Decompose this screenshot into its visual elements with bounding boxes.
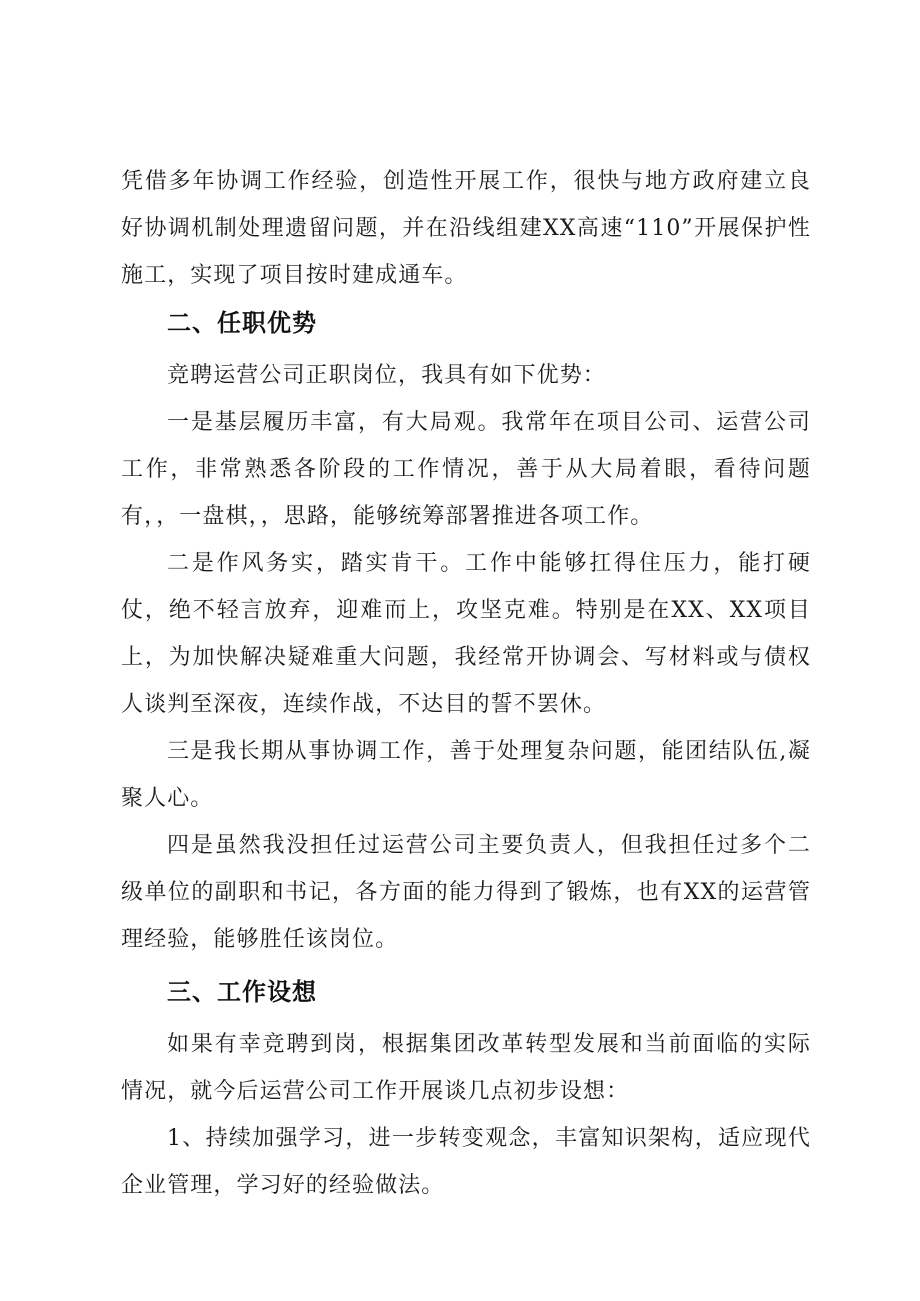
advantage-point-4: 四是虽然我没担任过运营公司主要负责人，但我担任过多个二级单位的副职和书记，各方面的能力得到了锻炼，也有XX的运营管理经验，能够胜任该岗位。 <box>121 833 811 952</box>
advantage-point-3: 三是我长期从事协调工作，善于处理复杂问题，能团结队伍,凝聚人心。 <box>121 739 811 811</box>
section-lead-work-plan: 如果有幸竞聘到岗，根据集团改革转型发展和当前面临的实际情况，就今后运营公司工作开展谈几点初步设想： <box>121 1032 811 1104</box>
advantage-point-2: 二是作风务实，踏实肯干。工作中能够扛得住压力，能打硬仗，绝不轻言放弃，迎难而上，攻坚克难。特别是在XX、XX项目上，为加快解决疑难重大问题，我经常开协调会、写材料或与债权人谈判至深夜，连续作战，不达目的誓不罢休。 <box>121 551 811 717</box>
section-heading-advantages: 二、任职优势 <box>167 309 317 337</box>
section-lead-advantages: 竞聘运营公司正职岗位，我具有如下优势： <box>167 363 606 388</box>
work-plan-item-1: 1、持续加强学习，进一步转变观念，丰富知识架构，适应现代企业管理，学习好的经验做法。 <box>121 1126 811 1198</box>
advantage-point-1: 一是基层履历丰富，有大局观。我常年在项目公司、运营公司工作，非常熟悉各阶段的工作情况，善于从大局着眼，看待问题有，，一盘棋，，思路，能够统筹部署推进各项工作。 <box>121 410 811 529</box>
document-body <box>121 158 811 1209</box>
section-heading-work-plan: 三、工作设想 <box>167 978 317 1006</box>
intro-paragraph: 凭借多年协调工作经验，创造性开展工作，很快与地方政府建立良好协调机制处理遗留问题，并在沿线组建XX高速“110”开展保护性施工，实现了项目按时建成通车。 <box>121 169 811 288</box>
